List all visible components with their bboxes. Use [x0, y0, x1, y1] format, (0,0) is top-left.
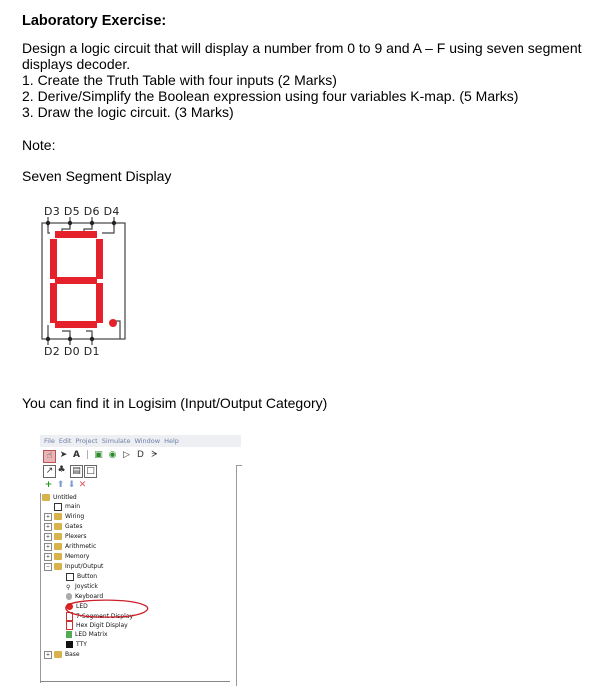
logisim-project-toolbar: [40, 478, 241, 494]
output-pin-icon[interactable]: ◉: [108, 450, 117, 460]
tree-tty[interactable]: TTY: [66, 640, 87, 649]
tree-button[interactable]: Button: [66, 572, 97, 581]
seven-segment-drawing: [40, 217, 130, 345]
folder-icon: [54, 651, 62, 658]
seven-segment-caption: Seven Segment Display: [22, 168, 172, 184]
expand-gates-icon[interactable]: +: [45, 524, 51, 530]
tree-joystick[interactable]: ⚲ Joystick: [66, 583, 98, 591]
tree-keyboard[interactable]: Keyboard: [66, 592, 103, 601]
folder-icon: [54, 543, 62, 550]
menu-help[interactable]: Help: [164, 437, 179, 445]
led-matrix-icon: [66, 631, 72, 638]
logisim-canvas-edge: [236, 465, 242, 686]
hex-display-icon: [66, 621, 73, 630]
task-item-3: 3. Draw the logic circuit. (3 Marks): [22, 104, 234, 120]
note-label: Note:: [22, 137, 56, 153]
expand-wiring-icon[interactable]: +: [45, 514, 51, 520]
folder-icon: [54, 523, 62, 530]
menu-file[interactable]: File: [44, 437, 55, 445]
tree-input-output[interactable]: Input/Output: [54, 562, 103, 571]
tree-hex-digit-display[interactable]: Hex Digit Display: [66, 621, 128, 630]
joystick-icon: ⚲: [66, 584, 71, 591]
exercise-intro: Design a logic circuit that will display a number from 0 to 9 and A – F using seven segment displays decoder.: [22, 40, 582, 72]
folder-icon: [54, 533, 62, 540]
tree-bottom-border: [40, 681, 230, 682]
highlight-ellipse: [62, 598, 152, 620]
tty-icon: [66, 641, 73, 648]
menu-window[interactable]: Window: [134, 437, 161, 445]
task-list: [22, 72, 518, 120]
add-circuit-icon[interactable]: +: [44, 480, 53, 490]
tree-wiring[interactable]: Wiring: [54, 512, 84, 521]
expand-plexers-icon[interactable]: +: [45, 534, 51, 540]
menu-edit[interactable]: Edit: [58, 437, 72, 445]
appearance-icon[interactable]: ♣: [57, 465, 66, 475]
menu-simulate[interactable]: Simulate: [101, 437, 131, 445]
tree-memory[interactable]: Memory: [54, 552, 89, 561]
exercise-title: Laboratory Exercise:: [22, 13, 167, 29]
logisim-toolbar-2: [40, 463, 241, 479]
expand-base-icon[interactable]: +: [45, 652, 51, 658]
folder-icon: [54, 513, 62, 520]
delete-circuit-icon[interactable]: ✕: [78, 480, 87, 490]
tree-plexers[interactable]: Plexers: [54, 532, 87, 541]
logisim-menu-bar: [40, 435, 241, 447]
tree-7-segment-display[interactable]: 7-Segment Display: [66, 612, 133, 621]
button-icon: [66, 573, 74, 581]
text-tool-icon[interactable]: A: [73, 450, 80, 460]
tree-gates[interactable]: Gates: [54, 522, 83, 531]
circuit-icon: [54, 503, 62, 511]
tree-base[interactable]: Base: [54, 650, 80, 659]
poke-tool-icon[interactable]: ☝: [43, 450, 56, 463]
not-gate-icon[interactable]: ▷: [123, 450, 130, 460]
tree-project[interactable]: Untitled: [42, 493, 77, 502]
move-down-icon[interactable]: ⬇: [67, 480, 76, 490]
tree-led[interactable]: LED: [66, 602, 88, 611]
folder-icon: [54, 563, 62, 570]
tree-arithmetic[interactable]: Arithmetic: [54, 542, 96, 551]
subcircuit-icon[interactable]: ▤: [70, 465, 83, 478]
logisim-hint: You can find it in Logisim (Input/Output Category): [22, 395, 328, 411]
select-tool-icon[interactable]: ➤: [59, 450, 68, 460]
and-gate-icon[interactable]: D: [137, 450, 144, 460]
expand-arithmetic-icon[interactable]: +: [45, 544, 51, 550]
task-item-2: 2. Derive/Simplify the Boolean expression using four variables K-map. (5 Marks): [22, 88, 519, 104]
expand-memory-icon[interactable]: +: [45, 554, 51, 560]
task-item-1: 1. Create the Truth Table with four inputs (2 Marks): [22, 72, 337, 88]
collapse-io-icon[interactable]: −: [45, 564, 51, 570]
menu-project[interactable]: Project: [75, 437, 98, 445]
circuit-box-icon[interactable]: □: [84, 465, 97, 478]
seven-segment-figure: [40, 205, 130, 357]
input-pin-icon[interactable]: ▣: [94, 450, 103, 460]
tree-led-matrix[interactable]: LED Matrix: [66, 630, 108, 639]
logisim-window: [40, 435, 241, 685]
tree-circuit-main[interactable]: main: [54, 502, 80, 511]
folder-icon: [42, 494, 50, 501]
layout-edit-icon[interactable]: ↗: [43, 465, 56, 478]
tree-border: [40, 493, 41, 683]
toolbar-separator: |: [85, 450, 90, 460]
move-up-icon[interactable]: ⬆: [56, 480, 65, 490]
or-gate-icon[interactable]: ᗒ: [151, 450, 158, 460]
top-pin-labels: D3 D5 D6 D4: [44, 205, 120, 218]
bottom-pin-labels: D2 D0 D1: [44, 345, 100, 358]
folder-icon: [54, 553, 62, 560]
logisim-toolbar: [40, 448, 241, 464]
